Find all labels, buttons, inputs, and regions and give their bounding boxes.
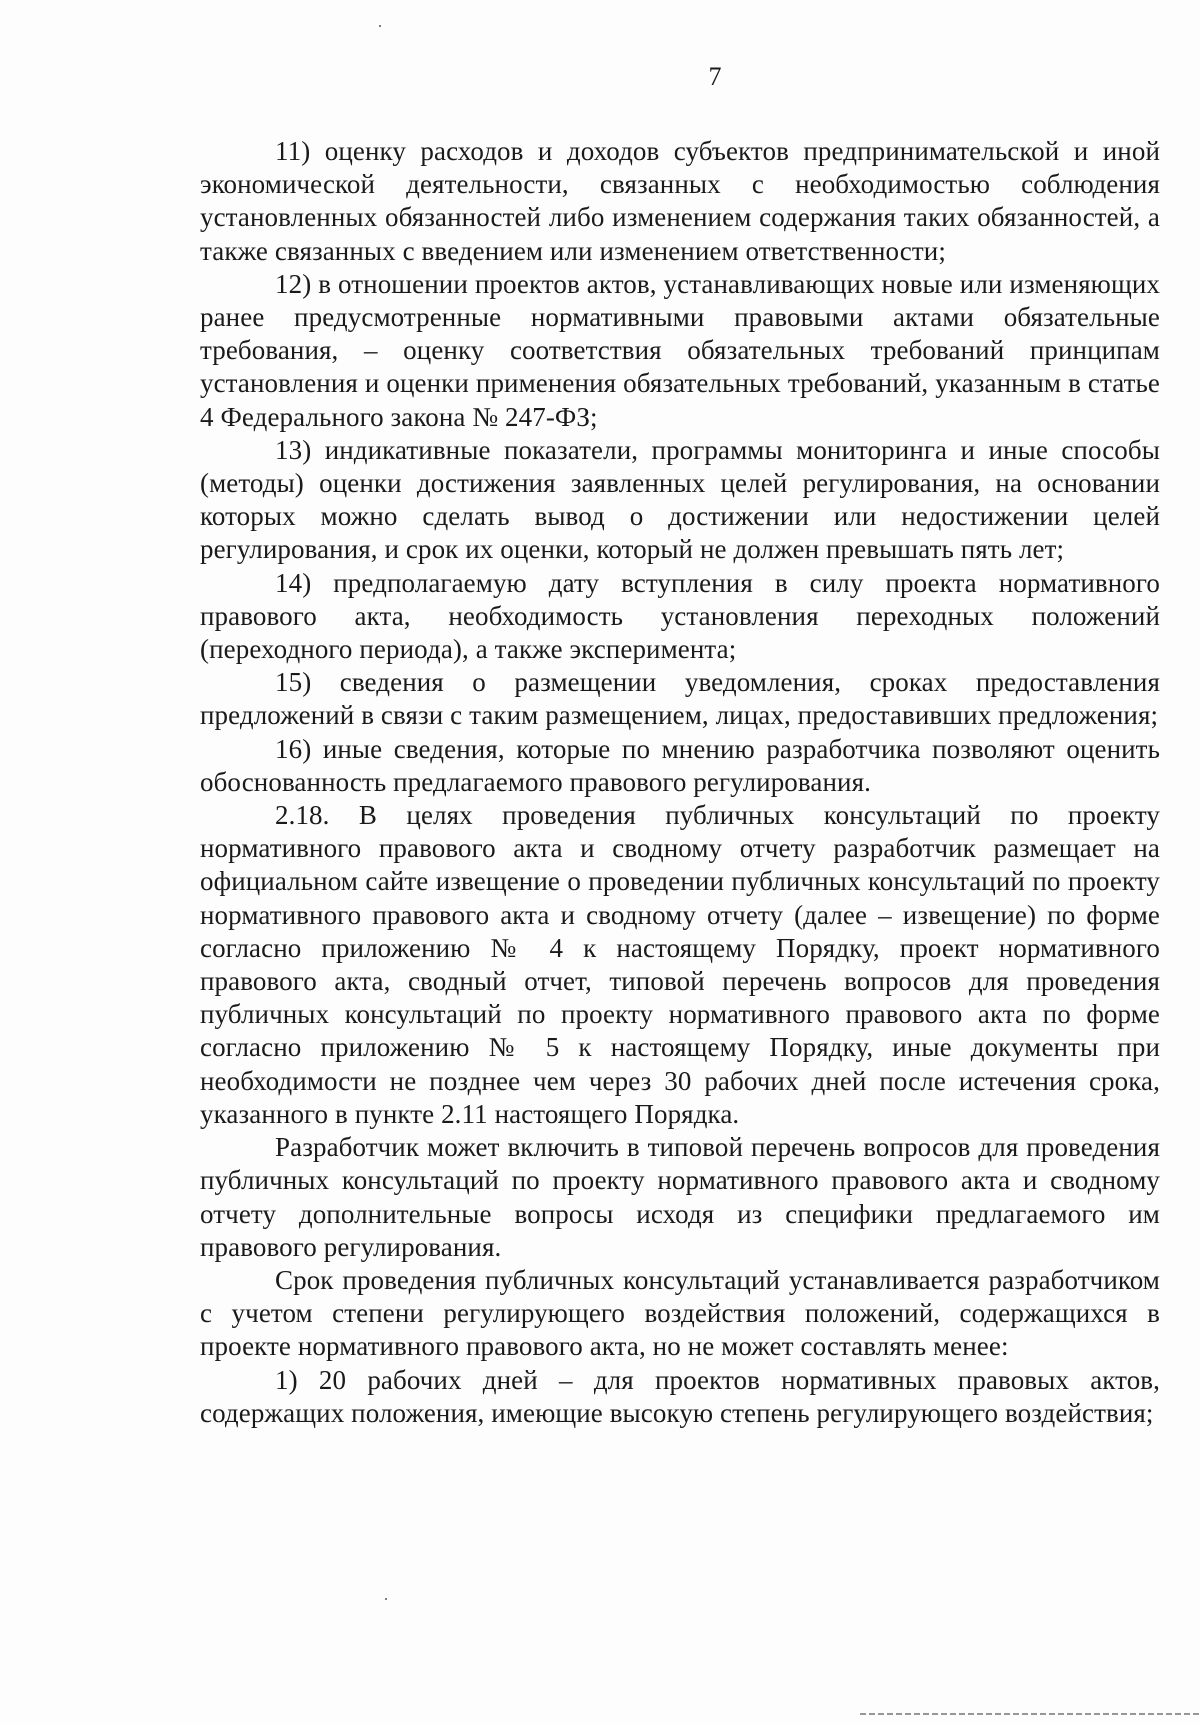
list-item-12: 12) в отношении проектов актов, устанавливающих новые или изменяющих ранее предусмотренные нормативными правовыми актами обязательные требования, – оценку соответствия обязательных требований принципам установления и оценки применения обязательных требований, указанным в статье 4 Федерального закона № 247-ФЗ; xyxy=(200,268,1160,432)
paragraph-consultation-period: Срок проведения публичных консультаций устанавливается разработчиком с учетом степени регулирующего воздействия положений, содержащихся в проекте нормативного правового акта, но не может составлять менее: xyxy=(200,1264,1160,1362)
period-item-1: 1) 20 рабочих дней – для проектов нормативных правовых актов, содержащих положения, имеющие высокую степень регулирующего воздействия; xyxy=(200,1364,1160,1428)
page-number: 7 xyxy=(708,62,722,91)
document-body xyxy=(200,135,1160,1430)
list-item-16: 16) иные сведения, которые по мнению разработчика позволяют оценить обоснованность предлагаемого правового регулирования. xyxy=(200,733,1160,797)
clause-2-18: 2.18. В целях проведения публичных консультаций по проекту нормативного правового акта и сводному отчету разработчик размещает на официальном сайте извещение о проведении публичных консультаций по проекту нормативного правового акта и сводному отчету (далее – извещение) по форме согласно приложению № 4 к настоящему Порядку, проект нормативного правового акта, сводный отчет, типовой перечень вопросов для проведения публичных консультаций по проекту нормативного правового акта по форме согласно приложению № 5 к настоящему Порядку, иные документы при необходимости не позднее чем через 30 рабочих дней после истечения срока, указанного в пункте 2.11 настоящего Порядка. xyxy=(200,800,1160,1129)
list-item-11: 11) оценку расходов и доходов субъектов предпринимательской и иной экономической деятельности, связанных с необходимостью соблюдения установленных обязанностей либо изменением содержания таких обязанностей, а также связанных с введением или изменением ответственности; xyxy=(200,136,1160,266)
list-item-13: 13) индикативные показатели, программы мониторинга и иные способы (методы) оценки достижения заявленных целей регулирования, на основании которых можно сделать вывод о достижении или недостижении целей регулирования, и срок их оценки, который не должен превышать пять лет; xyxy=(200,434,1160,565)
scan-speck xyxy=(379,25,381,27)
scan-speck xyxy=(385,1598,387,1600)
list-item-14: 14) предполагаемую дату вступления в силу проекта нормативного правового акта, необходимость установления переходных положений (переходного периода), а также эксперимента; xyxy=(200,567,1160,665)
scan-edge-artifact xyxy=(860,1713,1200,1715)
paragraph-additional-questions: Разработчик может включить в типовой перечень вопросов для проведения публичных консультаций по проекту нормативного правового акта и сводному отчету дополнительные вопросы исходя из специфики предлагаемого им правового регулирования. xyxy=(200,1132,1160,1262)
list-item-15: 15) сведения о размещении уведомления, сроках предоставления предложений в связи с таким размещением, лицах, предоставивших предложения; xyxy=(200,667,1160,731)
